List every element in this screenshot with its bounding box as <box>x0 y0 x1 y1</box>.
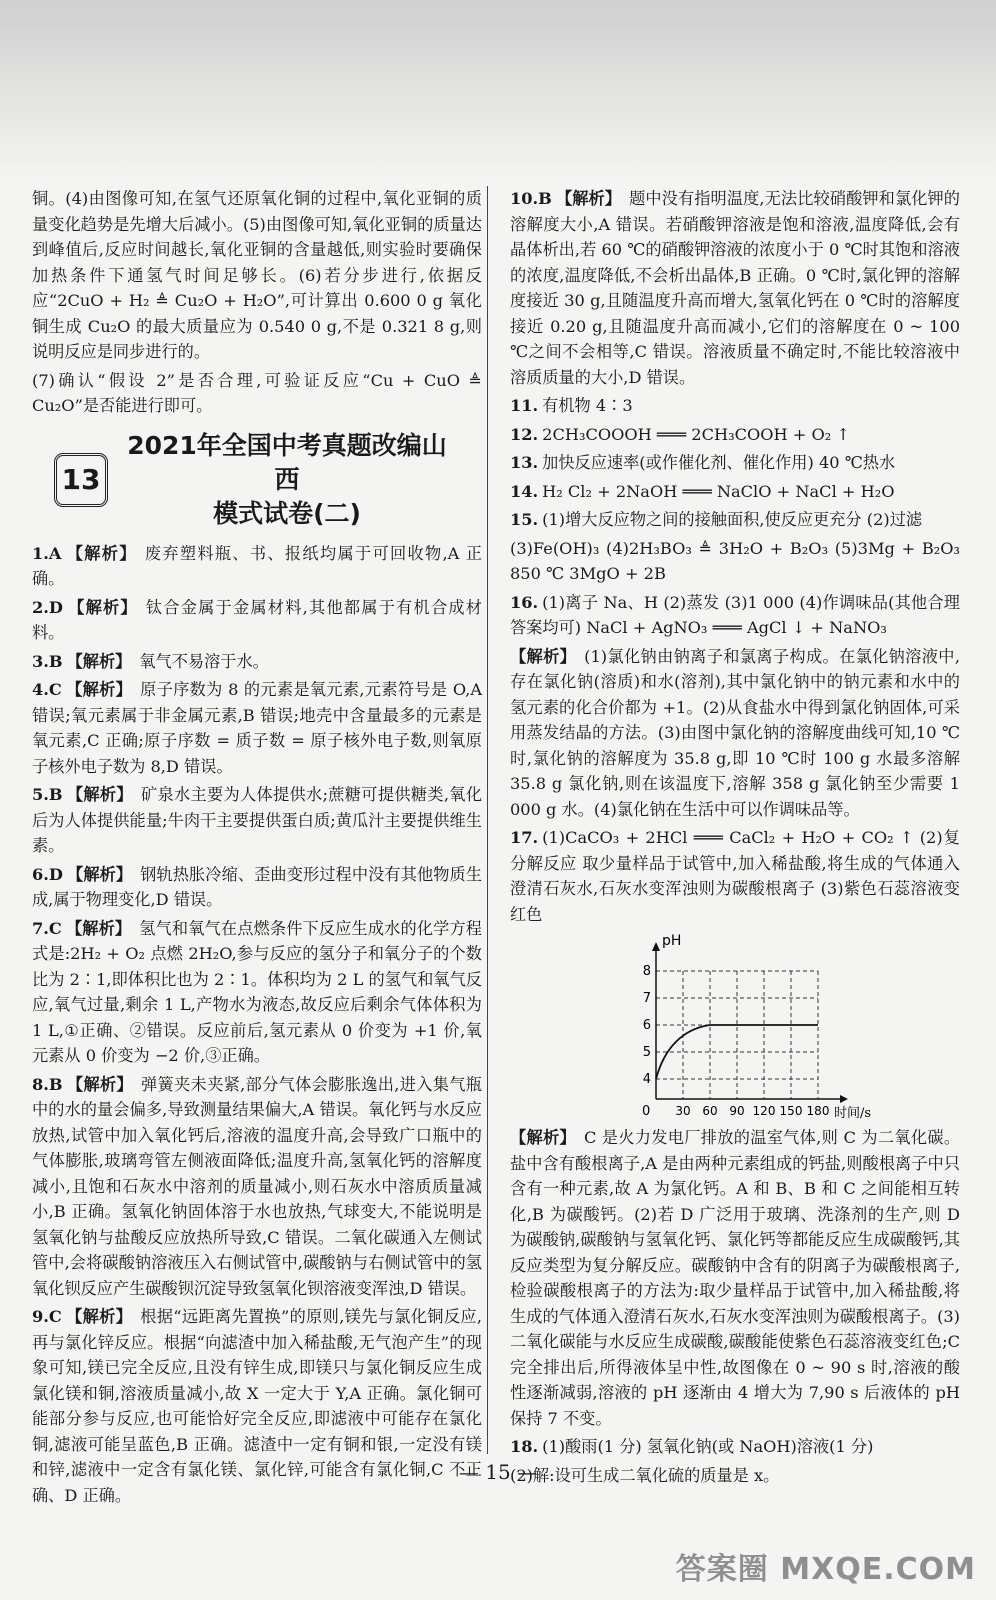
item-text: (1)氯化钠由钠离子和氯离子构成。在氯化钠溶液中,存在氯化钠(溶质)和水(溶剂),其中氯化钠中的钠元素和水中的氢元素的化合价都为 +1。(2)从食盐水中得到氯化钠固体,可采用蒸发结晶的方法。(3)由图中氯化钠的溶解度曲线可知,10 ℃时,氯化钠的溶解度为 35.8 g,即 10 ℃时 100 g 水最多溶解 35.8 g 氯化钠,则在该温度下,溶解 358 g 氯化钠至少需要 1 000 g 水。(4)氯化钠在生活中可以作调味品等。 <box>510 646 960 819</box>
item-number: 18. <box>510 1437 539 1456</box>
item-number: 3.B <box>32 651 63 671</box>
x-tick-label: 60 <box>702 1104 718 1118</box>
item-number: 14. <box>510 481 539 501</box>
section-number-badge: 13 <box>54 453 108 507</box>
x-tick-label: 150 <box>779 1104 803 1118</box>
item-number: 5.B <box>32 785 63 804</box>
y-axis-label: pH <box>662 933 682 949</box>
answer-item <box>510 186 960 390</box>
answer-item <box>510 450 960 476</box>
analysis-paragraph <box>510 644 960 823</box>
item-number: 10.B <box>510 189 552 208</box>
item-number: 4.C <box>32 680 62 699</box>
section-title-line1: 2021年全国中考真题改编山西 <box>127 430 447 494</box>
ph-graph-svg <box>620 931 920 1119</box>
item-number: 11. <box>510 396 539 415</box>
item-number: 7.C <box>32 918 62 938</box>
item-number: 17. <box>510 828 539 847</box>
item-number: 8.B <box>32 1074 63 1094</box>
ph-time-graph <box>620 931 920 1119</box>
x-tick-label: 180 <box>806 1104 830 1118</box>
y-tick-label: 5 <box>642 1045 651 1060</box>
answer-item <box>32 916 482 1069</box>
column-divider <box>487 186 488 1454</box>
answer-item <box>510 507 960 533</box>
continued-paragraph: (7)确认“假设 2”是否合理,可验证反应“Cu + CuO ≜ Cu₂O”是否能进行即可。 <box>32 370 482 415</box>
item-number: 15. <box>510 510 539 529</box>
x-axis-label: 时间/s <box>834 1106 872 1119</box>
item-number: 9.C <box>32 1307 62 1326</box>
answer-item <box>32 677 482 779</box>
analysis-tag: 【解析】 <box>510 646 577 666</box>
section-header <box>32 429 482 531</box>
item-number: 12. <box>510 424 539 444</box>
analysis-tag: 【解析】 <box>66 864 133 884</box>
scan-header-band <box>0 0 996 180</box>
item-text: (1)增大反应物之间的接触面积,使反应更充分 (2)过滤 <box>542 510 923 529</box>
analysis-tag: 【解析】 <box>65 680 133 699</box>
item-text: (1)CaCO₃ + 2HCl ═══ CaCl₂ + H₂O + CO₂ ↑ (2)复分解反应 取少量样品于试管中,加入稀盐酸,将生成的气体通入澄清石灰水,石灰水变浑浊则为碳酸根离子 (3)紫色石蕊溶液变红色 <box>510 828 960 924</box>
item-text: 有机物 4∶3 <box>542 396 633 415</box>
answer-item <box>32 595 482 646</box>
answer-item <box>32 541 482 592</box>
left-column <box>32 186 482 1511</box>
item-text: H₂ Cl₂ + 2NaOH ═══ NaClO + NaCl + H₂O <box>542 481 895 501</box>
item-text: 弹簧夹未夹紧,部分气体会膨胀逸出,进入集气瓶中的水的量会偏多,导致测量结果偏大,A 错误。氧化钙与水反应放热,试管中加入氧化钙后,溶液的温度升高,会导致广口瓶中的气体膨胀,玻璃弯管左侧液面降低;温度升高,氢氧化钙的溶解度减小,且饱和石灰水中溶剂的质量减小,则石灰水中溶质质量减小,B 正确。氢氧化钠固体溶于水也放热,气球变大,不能说明是氢氧化钠与盐酸反应放热所导致,C 错误。二氧化碳通入左侧试管中,会将碳酸钠溶液压入右侧试管中,碳酸钠与右侧试管中的氢氧化钡反应产生碳酸钡沉淀导致氢氧化钡溶液变浑浊,D 错误。 <box>32 1074 482 1298</box>
item-number: 2.D <box>32 597 63 617</box>
x-tick-label: 90 <box>729 1104 745 1118</box>
answer-item <box>510 825 960 927</box>
answer-item <box>510 479 960 505</box>
y-tick-label: 6 <box>642 1018 651 1033</box>
item-number: 13. <box>510 453 539 472</box>
answer-item <box>510 1434 960 1460</box>
continued-paragraph: 铜。(4)由图像可知,在氢气还原氧化铜的过程中,氧化亚铜的质量变化趋势是先增大后减小。(5)由图像可知,氧化亚铜的质量达到峰值后,反应时间越长,氧化亚铜的含量越低,则实验时要确保加热条件下通氢气时间足够长。(6)若分步进行,依据反应“2CuO + H₂ ≜ Cu₂O + H₂O”,可计算出 0.600 0 g 氧化铜生成 Cu₂O 的最大质量应为 0.540 0 g,不是 0.321 8 g,则说明反应是同步进行的。 <box>32 189 482 361</box>
analysis-paragraph <box>510 1125 960 1431</box>
x-axis-arrow <box>840 1095 848 1103</box>
x-tick-label: 30 <box>675 1104 691 1118</box>
analysis-tag: 【解析】 <box>65 918 132 938</box>
answer-item <box>32 1072 482 1302</box>
item-text: 废弃塑料瓶、书、报纸均属于可回收物,A 正确。 <box>32 543 483 588</box>
item-text: 钢轨热胀冷缩、歪曲变形过程中没有其他物质生成,属于物理变化,D 错误。 <box>32 864 483 909</box>
item-number: 16. <box>510 592 539 612</box>
y-tick-label: 4 <box>642 1072 651 1087</box>
analysis-tag: 【解析】 <box>66 1074 133 1094</box>
answer-item <box>32 782 482 859</box>
answer-item <box>32 649 482 675</box>
section-title-line2: 模式试卷(二) <box>213 498 361 528</box>
item-text: 加快反应速率(或作催化剂、催化作用) 40 ℃热水 <box>542 453 896 472</box>
item-text: 原子序数为 8 的元素是氧元素,元素符号是 O,A 错误;氧元素属于非金属元素,B 错误;地壳中含量最多的元素是氧元素,C 正确;原子序数 = 质子数 = 原子核外电子数,则氧原子核外电子数为 8,D 错误。 <box>32 680 483 776</box>
item-text: 钛合金属于金属材料,其他都属于有机合成材料。 <box>32 597 482 642</box>
origin-label: 0 <box>642 1104 651 1119</box>
item-number: 6.D <box>32 864 63 884</box>
analysis-tag: 【解析】 <box>65 543 137 563</box>
item-text: 根据“远距离先置换”的原则,镁先与氯化铜反应,再与氯化锌反应。根据“向滤渣中加入稀盐酸,无气泡产生”的现象可知,镁已完全反应,且没有锌生成,即镁只与氯化铜反应生成氯化镁和铜,溶液质量减小,故 X 一定大于 Y,A 正确。氯化铜可能部分参与反应,也可能恰好完全反应,即滤液中可能存在氯化铜,滤液可能呈蓝色,B 正确。滤渣中一定有铜和银,一定没有镁和锌,滤液中一定含有氯化镁、氯化锌,可能含有氯化铜,C 不正确、D 正确。 <box>32 1307 483 1505</box>
analysis-tag: 【解析】 <box>65 1307 133 1326</box>
watermark-logo: 答案圈 MXQE.COM <box>675 1552 976 1587</box>
analysis-tag: 【解析】 <box>66 597 138 617</box>
answer-item <box>510 422 960 448</box>
y-tick-label: 8 <box>642 964 651 979</box>
answer-item <box>510 393 960 419</box>
item-text: 题中没有指明温度,无法比较硝酸钾和氯化钾的溶解度大小,A 错误。若硝酸钾溶液是饱和溶液,温度降低,会有晶体析出,若 60 ℃的硝酸钾溶液的浓度小于 0 ℃时其饱和溶液的浓度,温度降低,不会析出晶体,B 正确。0 ℃时,氯化钾的溶解度接近 30 g,且随温度升高而增大,氢氧化钙在 0 ℃时的溶解度接近 0.20 g,且随温度升高而减小,它们的溶解度在 0 ~ 100 ℃之间不会相等,C 错误。溶液质量不确定时,不能比较溶液中溶质质量的大小,D 错误。 <box>510 189 960 387</box>
item-text: 氢气和氧气在点燃条件下反应生成水的化学方程式是:2H₂ + O₂ 点燃 2H₂O,参与反应的氢分子和氧分子的个数比为 2∶1,即体积比也为 2∶1。体积均为 2 L 的氢气和氧气反应,氧气过量,剩余 1 L,产物水为液态,故反应后剩余气体体积为 1 L,①正确、②错误。反应前后,氢元素从 0 价变为 +1 价,氧元素从 0 价变为 −2 价,③正确。 <box>32 918 482 1065</box>
y-axis-arrow <box>652 942 660 951</box>
item-text: (1)酸雨(1 分) 氢氧化钠(或 NaOH)溶液(1 分) <box>542 1437 874 1456</box>
item-text: 2CH₃COOOH ═══ 2CH₃COOH + O₂ ↑ <box>542 424 850 444</box>
y-tick-label: 7 <box>642 991 651 1006</box>
x-tick-label: 120 <box>752 1104 776 1118</box>
analysis-tag: 【解析】 <box>510 1128 576 1147</box>
analysis-tag: 【解析】 <box>66 651 132 671</box>
graph-grid <box>656 971 818 1099</box>
page-number: — 15 — <box>458 1460 538 1484</box>
analysis-tag: 【解析】 <box>555 189 622 208</box>
item-text: (1)离子 Na、H (2)蒸发 (3)1 000 (4)作调味品(其他合理答案均可) NaCl + AgNO₃ ═══ AgCl ↓ + NaNO₃ <box>510 592 960 637</box>
item-number: 1.A <box>32 543 62 563</box>
item-text: C 是火力发电厂排放的温室气体,则 C 为二氧化碳。盐中含有酸根离子,A 是由两种元素组成的钙盐,则酸根离子中只含有一种元素,故 A 为氯化钙。A 和 B、B 和 C 之间能相互转化,B 为碳酸钙。(2)若 D 广泛用于玻璃、洗涤剂的生产,则 D 为碳酸钠,碳酸钠与氢氧化钙、氯化钙等都能反应生成碳酸钙,其反应类型为复分解反应。碳酸钠中含有的阴离子为碳酸根离子,检验碳酸根离子的方法为:取少量样品于试管中,加入稀盐酸,将生成的气体通入澄清石灰水,石灰水变浑浊则为碳酸根离子。(3)二氧化碳能与水反应生成碳酸,碳酸能使紫色石蕊溶液变红色;C 完全排出后,所得液体呈中性,故图像在 0 ~ 90 s 时,溶液的酸性逐渐减弱,溶液的 pH 逐渐由 4 增大为 7,90 s 后液体的 pH 保持 7 不变。 <box>510 1128 961 1428</box>
solution-line: (2)解:设可生成二氧化硫的质量是 x。 <box>510 1465 780 1485</box>
equation-line: (3)Fe(OH)₃ (4)2H₃BO₃ ≜ 3H₂O + B₂O₃ (5)3Mg + B₂O₃ 850 ℃ 3MgO + 2B <box>510 538 960 583</box>
answer-item <box>32 862 482 913</box>
item-text: 矿泉水主要为人体提供水;蔗糖可提供糖类,氧化后为人体提供能量;牛肉干主要提供蛋白质;黄瓜汁主要提供维生素。 <box>32 785 483 855</box>
section-title <box>122 429 452 531</box>
right-column <box>510 186 960 1491</box>
analysis-tag: 【解析】 <box>66 785 133 804</box>
item-text: 氧气不易溶于水。 <box>139 651 269 671</box>
answer-item <box>510 590 960 641</box>
